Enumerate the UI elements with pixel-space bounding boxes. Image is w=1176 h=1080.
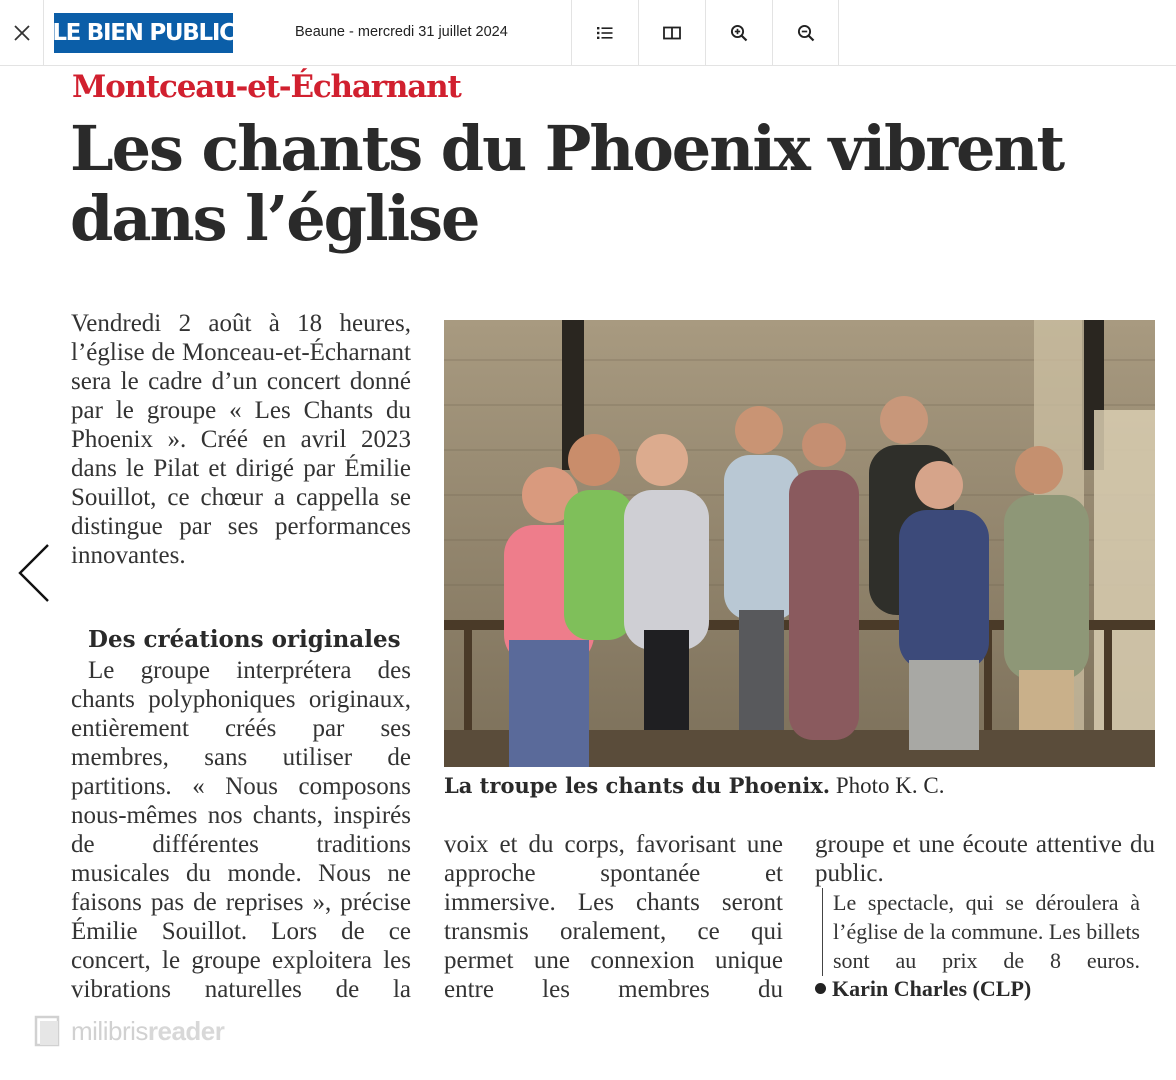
article-body-column-3: groupe et une écoute attentive du public. (815, 831, 1155, 887)
close-icon (12, 23, 32, 43)
article-intro: Vendredi 2 août à 18 heures, l’église de Monceau-et-Écharnant sera le cadre d’un concert donné par le groupe « Les Chants du Phoenix ». Créé en avril 2023 dans le Pilat et dirigé par Émilie Souillot, ce chœur a cappella se distingue par ses performances innovantes. (71, 310, 411, 569)
zoom-in-icon (730, 24, 748, 42)
article-subhead: Des créations originales (88, 626, 401, 653)
article-kicker: Montceau-et-Écharnant (72, 69, 461, 105)
article-body-column-1: Le groupe interprétera des chants polyphoniques originaux, entièrement créés par ses membres, sans utiliser de partitions. « Nous composons nous-mêmes nos chants, inspirés de différentes traditions musicales du monde. Nous ne faisons pas de reprises », précise Émilie Souillot. Lors de ce concert, le groupe exploitera les vibrations naturelles de la (71, 657, 411, 1003)
bullet-icon (815, 983, 826, 994)
table-of-contents-button[interactable] (571, 0, 638, 66)
group-photo-image (444, 320, 1155, 767)
zoom-in-button[interactable] (705, 0, 772, 66)
article-info-box: Le spectacle, qui se déroulera à l’église de la commune. Les billets sont au prix de 8 euros. (822, 888, 1140, 976)
document-icon (33, 1014, 63, 1048)
double-page-button[interactable] (638, 0, 705, 66)
article-byline: Karin Charles (CLP) (815, 976, 1031, 1002)
article-body-column-2: voix et du corps, favorisant une approche spontanée et immersive. Les chants seront transmis oralement, ce qui permet une connexion unique entre les membres du (444, 831, 783, 1003)
zoom-out-icon (797, 24, 815, 42)
edition-title: Beaune - mercredi 31 juillet 2024 (295, 24, 508, 40)
list-icon (597, 26, 613, 40)
milibris-reader-watermark: milibrisreader (33, 1014, 224, 1048)
close-button[interactable] (0, 0, 44, 66)
newspaper-logo: LE BIEN PUBLIC (54, 13, 233, 53)
two-page-icon (663, 26, 681, 40)
article-photo (444, 320, 1155, 767)
article-page (0, 66, 1176, 1080)
photo-caption: La troupe les chants du Phoenix. Photo K. C. (444, 773, 945, 798)
reader-toolbar (0, 0, 1176, 66)
zoom-out-button[interactable] (772, 0, 839, 66)
chevron-left-icon (14, 541, 54, 605)
photo-credit: Photo K. C. (835, 773, 945, 798)
previous-page-button[interactable] (14, 541, 54, 605)
article-headline: Les chants du Phoenix vibrent dans l’église (70, 112, 1064, 255)
